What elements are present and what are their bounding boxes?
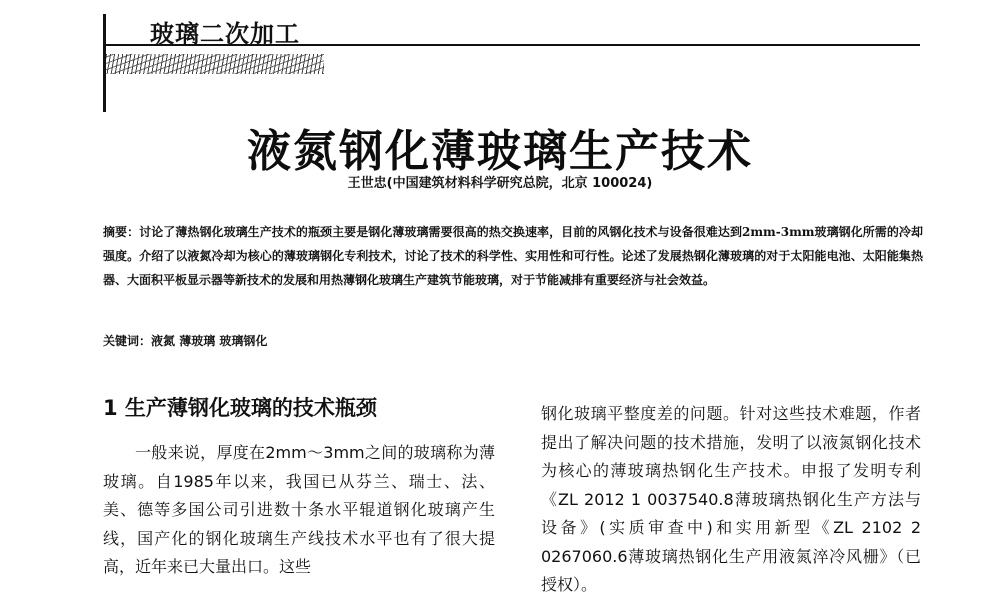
article-title: 液氮钢化薄玻璃生产技术 bbox=[247, 126, 753, 177]
abstract bbox=[103, 220, 923, 292]
header-decoration bbox=[106, 54, 324, 74]
author-byline: 王世忠(中国建筑材料科学研究总院，北京 100024) bbox=[347, 176, 653, 191]
section-label: 玻璃二次加工 bbox=[150, 20, 300, 48]
keywords-text: 液氮 薄玻璃 玻璃钢化 bbox=[151, 334, 268, 348]
abstract-label: 摘要： bbox=[103, 225, 140, 239]
body-column-left bbox=[103, 393, 495, 582]
section-heading: 1 生产薄钢化玻璃的技术瓶颈 bbox=[103, 396, 377, 420]
keywords-label: 关键词： bbox=[103, 334, 152, 348]
body-column-right bbox=[541, 400, 921, 600]
keywords bbox=[103, 331, 923, 351]
body-paragraph: 钢化玻璃平整度差的问题。针对这些技术难题，作者提出了解决问题的技术措施，发明了以液氮钢化技术为核心的薄玻璃热钢化生产技术。申报了发明专利《ZL 2012 1 0037540.8薄玻璃热钢化生产方法与设备》(实质审查中)和实用新型《ZL 2102 2 0267060.6薄玻璃热钢化生产用液氮淬冷风栅》（已授权）。 bbox=[541, 404, 921, 594]
body-paragraph: 一般来说，厚度在2mm～3mm之间的玻璃称为薄玻璃。自1985年以来，我国已从芬兰、瑞士、法、美、德等多国公司引进数十条水平辊道钢化玻璃产生线，国产化的钢化玻璃生产线技术水平也有了很大提高，近年来已大量出口。这些 bbox=[103, 443, 495, 576]
abstract-text: 讨论了薄热钢化玻璃生产技术的瓶颈主要是钢化薄玻璃需要很高的热交换速率，目前的风钢化技术与设备很难达到2mm-3mm玻璃钢化所需的冷却强度。介绍了以液氮冷却为核心的薄玻璃钢化专利技术，讨论了技术的科学性、实用性和可行性。论述了发展热钢化薄玻璃的对于太阳能电池、太阳能集热器、大面积平板显示器等新技术的发展和用热薄钢化玻璃生产建筑节能玻璃，对于节能减排有重要经济与社会效益。 bbox=[103, 225, 923, 287]
